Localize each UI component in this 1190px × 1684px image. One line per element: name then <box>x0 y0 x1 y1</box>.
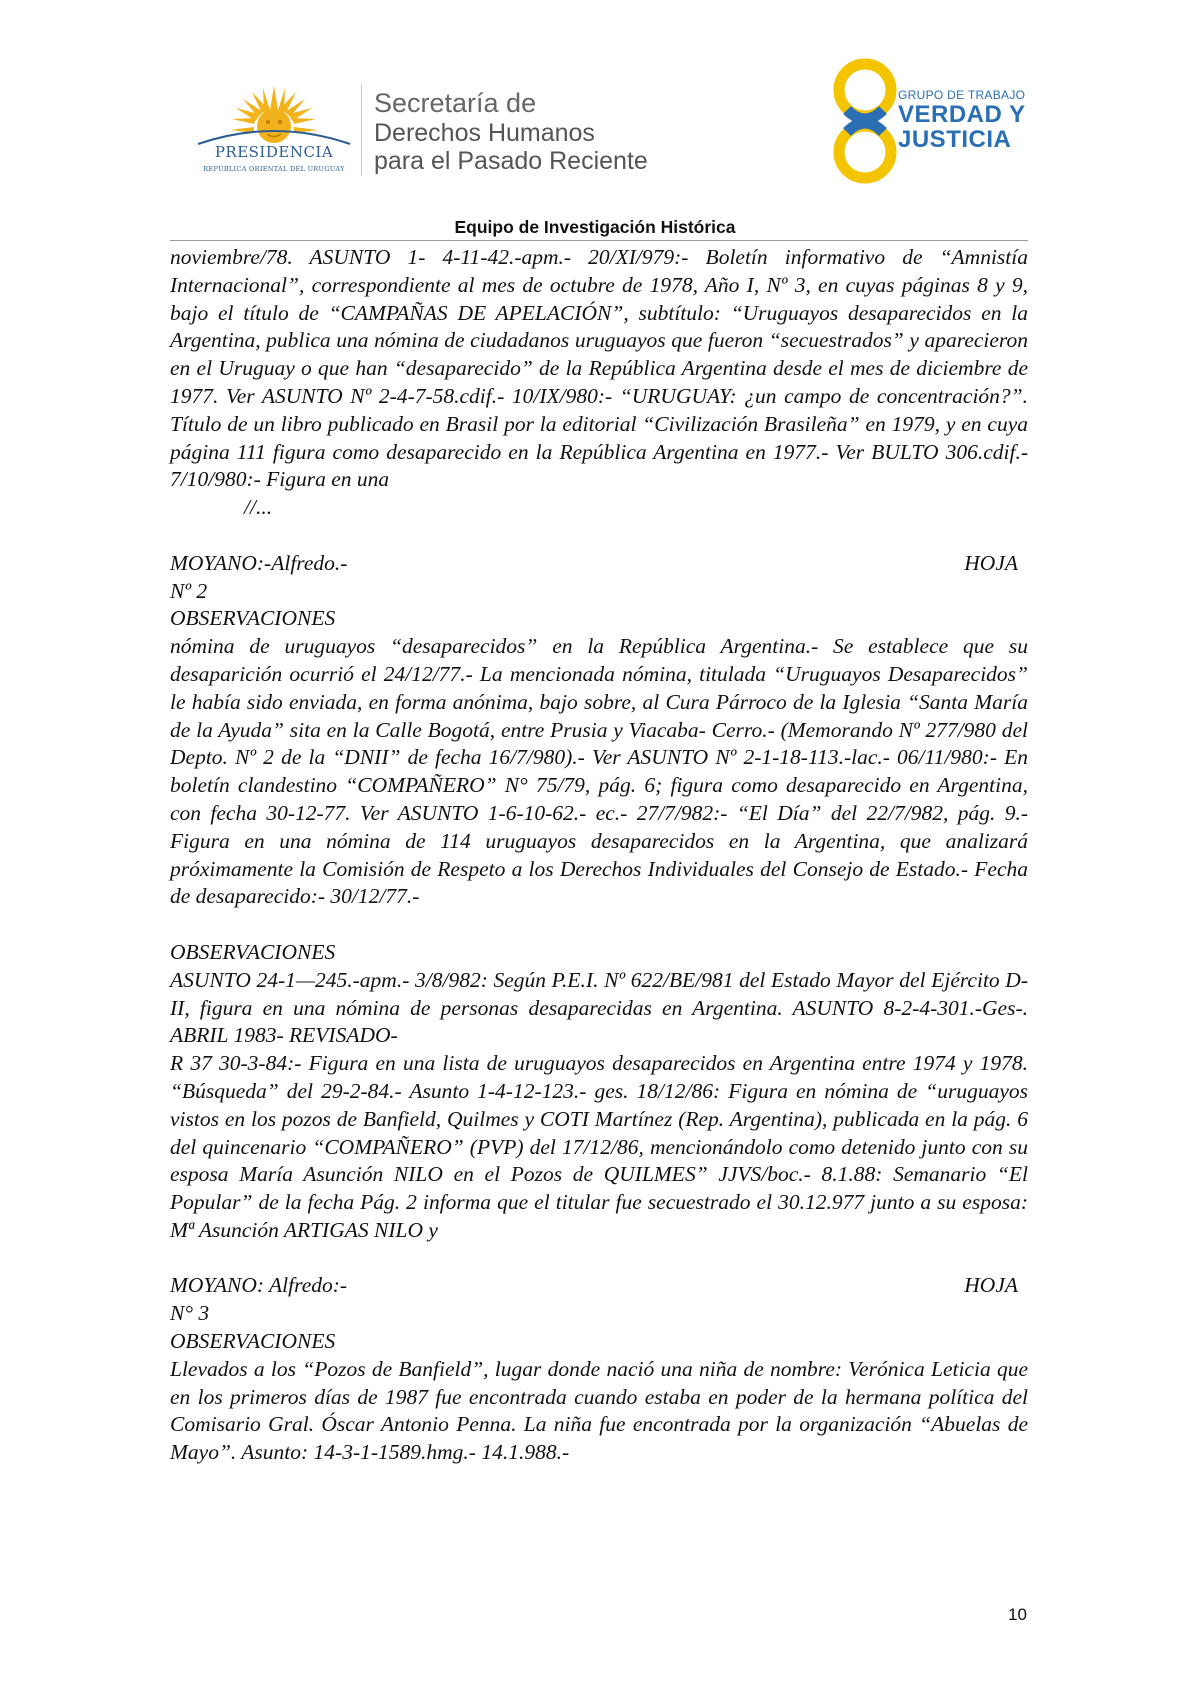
paragraph-1: noviembre/78. ASUNTO 1- 4-11-42.-apm.- 20/XI/979:- Boletín informativo de “Amnistía Internacional”, correspondiente al mes de octubre de 1978, Año I, Nº 3, en cuyas páginas 8 y 9, bajo el título de “CAMPAÑAS DE APELACIÓN”, subtítulo: “Uruguayos desaparecidos en la Argentina, publica una nómina de ciudadanos uruguayos que fueron “secuestrados” y aparecieron en el Uruguay o que han “desaparecido” de la República Argentina desde el mes de diciembre de 1977. Ver ASUNTO Nº 2-4-7-58.cdif.- 10/IX/980:- “URUGUAY: ¿un campo de concentración?”. Título de un libro publicado en Brasil por la editorial “Civilización Brasileña” en 1979, y en cuya página 111 figura como desaparecido en la República Argentina en 1977.- Ver BULTO 306.cdif.- 7/10/980:- Figura en una <box>170 245 1028 492</box>
secretaria-line-1: Secretaría de <box>374 88 537 118</box>
header-rule <box>170 240 1028 241</box>
header-divider <box>361 84 362 176</box>
observaciones-heading: OBSERVACIONES <box>170 606 336 631</box>
spacer <box>170 911 1028 939</box>
subject-name: MOYANO:-Alfredo.- <box>170 550 348 575</box>
secretaria-logo-text <box>374 88 648 175</box>
sheet-number: N° 3 <box>170 1301 210 1326</box>
spacer <box>170 1245 1028 1273</box>
observaciones-heading: OBSERVACIONES <box>170 1329 336 1354</box>
sheet-number: Nº 2 <box>170 578 208 603</box>
sheet-header-line <box>170 550 1028 578</box>
header-equipo-title: Equipo de Investigación Histórica <box>454 217 736 237</box>
paragraph-5: Llevados a los “Pozos de Banfield”, lugar donde nació una niña de nombre: Verónica Leticia que en los primeros días de 1987 fue encontrada cuando estaba en poder de la hermana política del Comisario Gral. Óscar Antonio Penna. La niña fue encontrada por la organización “Abuelas de Mayo”. Asunto: 14-3-1-1589.hmg.- 14.1.988.- <box>170 1356 1028 1465</box>
secretaria-line-2: Derechos Humanos <box>374 119 595 147</box>
paragraph-4: R 37 30-3-84:- Figura en una lista de uruguayos desaparecidos en Argentina entre 1974 y 1978. “Búsqueda” del 29-2-84.- Asunto 1-4-12-123.- ges. 18/12/86: Figura en nómina de “uruguayos vistos en los pozos de Banfield, Quilmes y COTI Martínez (Rep. Argentina), publicada en la pág. 6 del quincenario “COMPAÑERO” (PVP) del 17/12/86, mencionándolo como detenido junto con su esposa María Asunción NILO en el Pozos de QUILMES” JJVS/boc.- 8.1.88: Semanario “El Popular” de la fecha Pág. 2 informa que el titular fue secuestrado el 30.12.977 junto a su esposa: Mª Asunción ARTIGAS NILO y <box>170 1051 1028 1242</box>
gtvj-line-3: JUSTICIA <box>898 126 1012 153</box>
paragraph-2: nómina de uruguayos “desaparecidos” en la República Argentina.- Se establece que su desaparición ocurrió el 24/12/77.- La mencionada nómina, titulada “Uruguayos Desaparecidos” le había sido enviada, en forma anónima, bajo sobre, al Cura Párroco de la Iglesia “Santa María de la Ayuda” sita en la Calle Bogotá, entre Prusia y Viacaba- Cerro.- (Memorando Nº 277/980 del Depto. Nº 2 de la “DNII” de fecha 16/7/980).- Ver ASUNTO Nº 2-1-18-113.-lac.- 06/11/980:- En boletín clandestino “COMPAÑERO” N° 75/79, pág. 6; figura como desaparecido en Argentina, con fecha 30-12-77. Ver ASUNTO 1-6-10-62.- ec.- 27/7/982:- “El Día” del 22/7/982, pág. 9.- Figura en una nómina de 114 uruguayos desaparecidos en la Argentina, que analizará próximamente la Comisión de Respeto a los Derechos Individuales del Consejo de Estado.- Fecha de desaparecido:- 30/12/77.- <box>170 634 1028 909</box>
secretaria-line-3: para el Pasado Reciente <box>374 147 648 175</box>
subject-name: MOYANO: Alfredo:- <box>170 1273 348 1298</box>
presidencia-sublabel: REPÚBLICA ORIENTAL DEL URUGUAY <box>203 165 345 173</box>
observaciones-heading: OBSERVACIONES <box>170 939 336 964</box>
document-body <box>170 244 1028 1467</box>
hoja-label: HOJA <box>964 1273 1018 1298</box>
hoja-label: HOJA <box>964 550 1018 575</box>
sheet-header-line <box>170 1272 1028 1300</box>
gtvj-line-1: GRUPO DE TRABAJO <box>898 88 1026 102</box>
presidencia-label: PRESIDENCIA <box>214 143 334 161</box>
verdad-justicia-logo-text <box>898 88 1026 152</box>
verdad-justicia-rings-logo <box>825 56 905 186</box>
gtvj-line-2: VERDAD Y <box>898 101 1026 128</box>
paragraph-3: ASUNTO 24-1—245.-apm.- 3/8/982: Según P.E.I. Nº 622/BE/981 del Estado Mayor del Ejército D- II, figura en una nómina de personas desaparecidas en Argentina. ASUNTO 8-2-4-301.-Ges-. ABRIL 1983- REVISADO- <box>170 967 1028 1048</box>
continuation-mark: //... <box>244 495 273 520</box>
spacer <box>170 522 1028 550</box>
page-number: 10 <box>1008 1605 1027 1624</box>
presidencia-sun-logo <box>194 78 354 178</box>
